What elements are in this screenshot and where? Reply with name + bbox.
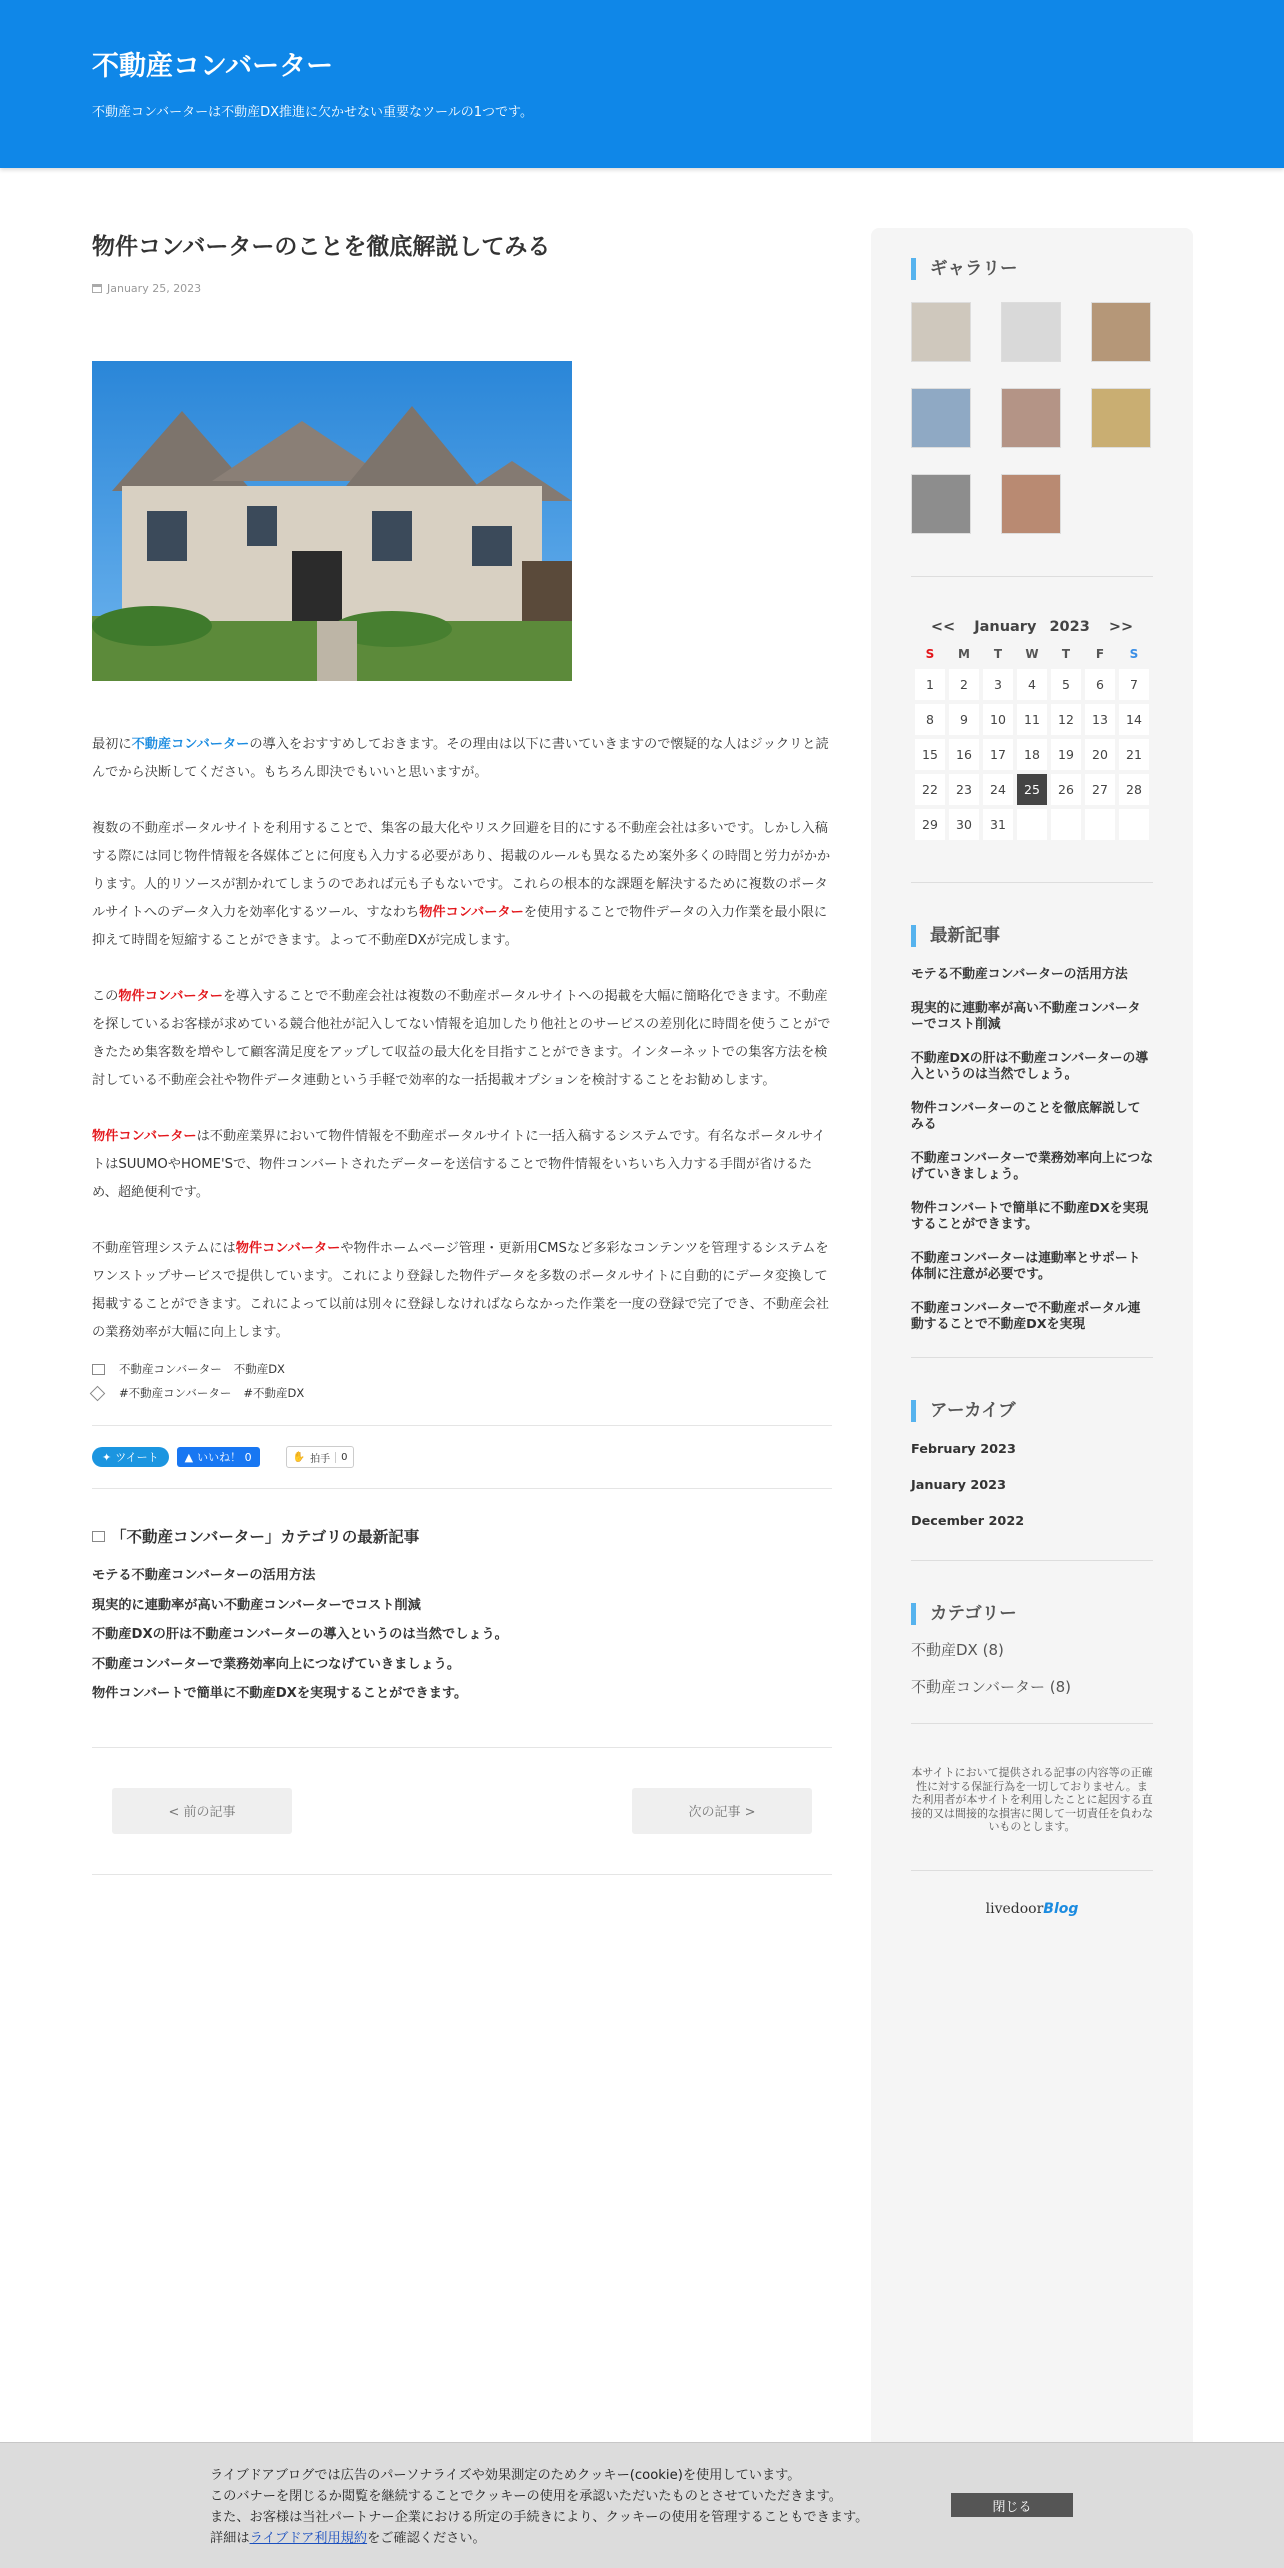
calendar-day[interactable]: 16	[949, 739, 979, 770]
calendar-day[interactable]: 29	[915, 809, 945, 840]
cookie-line-4	[210, 2528, 868, 2549]
category-link[interactable]: 不動産コンバーター	[119, 1362, 222, 1376]
calendar-weekday: T	[993, 647, 1003, 661]
calendar-day[interactable]: 27	[1085, 774, 1115, 805]
share-buttons	[92, 1426, 832, 1488]
cookie-line: ライブドアブログでは広告のパーソナライズや効果測定のためクッキー(cookie)を使用しています。	[210, 2468, 801, 2483]
livedoor-blog-logo[interactable]	[911, 1901, 1153, 1917]
calendar-day[interactable]: 22	[915, 774, 945, 805]
calendar-weekday: T	[1061, 647, 1071, 661]
calendar-day[interactable]: 4	[1017, 669, 1047, 700]
calendar-month: January 2023	[974, 619, 1090, 635]
archive-title: アーカイブ	[911, 1400, 1153, 1422]
next-article-button[interactable]: 次の記事 >	[632, 1788, 812, 1834]
calendar-weekday: F	[1095, 647, 1105, 661]
calendar-weekday: M	[958, 647, 970, 661]
like-label: いいね！ 0	[197, 1451, 252, 1464]
recent-post-link[interactable]: 不動産DXの肝は不動産コンバーターの導入というのは当然でしょう。	[911, 1051, 1149, 1082]
tag-link[interactable]: #不動産コンバーター	[119, 1386, 232, 1400]
calendar-day[interactable]: 15	[915, 739, 945, 770]
gallery-title: ギャラリー	[911, 258, 1153, 280]
calendar-nav	[911, 619, 1153, 635]
article-date-text: January 25, 2023	[107, 282, 202, 295]
calendar-day[interactable]: 14	[1119, 704, 1149, 735]
related-article-link[interactable]: 不動産DXの肝は不動産コンバーターの導入というのは当然でしょう。	[92, 1627, 508, 1642]
calendar-empty-cell	[1051, 809, 1081, 840]
paragraph-1-text-pre: 最初に	[92, 737, 132, 752]
calendar-empty-cell	[1085, 809, 1115, 840]
article-paragraph-1	[92, 731, 832, 787]
calendar-prev-link[interactable]: <<	[930, 619, 956, 635]
category-link[interactable]: 不動産DX	[233, 1362, 285, 1376]
calendar-day[interactable]: 19	[1051, 739, 1081, 770]
calendar-day[interactable]: 10	[983, 704, 1013, 735]
gallery-thumbnail[interactable]	[1001, 388, 1061, 448]
recent-posts-list	[911, 967, 1153, 1333]
recent-post-link[interactable]: 物件コンバートで簡単に不動産DXを実現することができます。	[911, 1201, 1149, 1232]
calendar-day[interactable]: 3	[983, 669, 1013, 700]
calendar-day[interactable]: 12	[1051, 704, 1081, 735]
article-pager	[92, 1748, 832, 1874]
gallery-thumbnail[interactable]	[1091, 302, 1151, 362]
related-articles-list	[92, 1561, 832, 1709]
article-paragraph-4	[92, 1123, 832, 1207]
article-tags	[92, 1381, 832, 1405]
archive-link[interactable]: February 2023	[911, 1442, 1016, 1457]
calendar-day[interactable]: 20	[1085, 739, 1115, 770]
calendar-day[interactable]: 26	[1051, 774, 1081, 805]
gallery-thumbnail[interactable]	[911, 302, 971, 362]
gallery-thumbnail[interactable]	[1001, 302, 1061, 362]
archive-list	[911, 1442, 1153, 1550]
cookie-line-4-post: をご確認ください。	[367, 2531, 486, 2546]
paragraph-1-text-post: の導入をおすすめしておきます。その理由は以下に書いていきますので懐疑的な人はジックリと読んでから決断してください。もちろん即決でもいいと思いますが。	[92, 737, 829, 780]
recent-post-link[interactable]: モテる不動産コンバーターの活用方法	[911, 967, 1128, 982]
category-item-link[interactable]: 不動産DX (8)	[911, 1641, 1004, 1659]
gallery-thumbnail[interactable]	[911, 388, 971, 448]
site-header	[0, 0, 1284, 168]
calendar-weekday: S	[1129, 647, 1139, 661]
gallery-thumbnail[interactable]	[1001, 474, 1061, 534]
paragraph-4-text-post: は不動産業界において物件情報を不動産ポータルサイトに一括入稿するシステムです。有名なポータルサイトはSUUMOやHOME'Sで、物件コンバートされたデーターを送信することで物件情報をいちいち入力する手間が省けるため、超絶便利です。	[92, 1129, 826, 1200]
calendar-weekday: W	[1025, 647, 1039, 661]
main-content	[92, 228, 832, 1875]
paragraph-2-text-pre: 複数の不動産ポータルサイトを利用することで、集客の最大化やリスク回避を目的にする不動産会社は多いです。しかし入稿する際には同じ物件情報を各媒体ごとに何度も入力する必要があり、掲載のルールも異なるため案外多くの時間と労力がかかります。人的リソースが割かれてしまうのであれば元も子もないです。これらの根本的な課題を解決するために複数のポータルサイトへのデータ入力を効率化するツール、すなわち	[92, 821, 831, 920]
calendar-day[interactable]: 9	[949, 704, 979, 735]
divider	[92, 1874, 832, 1875]
archive-link[interactable]: December 2022	[911, 1514, 1025, 1529]
cookie-notice-text	[210, 2465, 868, 2549]
category-title: カテゴリー	[911, 1603, 1153, 1625]
calendar-day[interactable]: 1	[915, 669, 945, 700]
recent-post-link[interactable]: 不動産コンバーターは連動率とサポート体制に注意が必要です。	[911, 1251, 1141, 1282]
calendar-day[interactable]: 11	[1017, 704, 1047, 735]
calendar-weekday: S	[925, 647, 935, 661]
article-body	[92, 731, 832, 1347]
calendar-day[interactable]: 21	[1119, 739, 1149, 770]
related-heading-text: 「不動産コンバーター」カテゴリの最新記事	[111, 1528, 420, 1546]
tag-link[interactable]: #不動産DX	[243, 1386, 305, 1400]
calendar-next-link[interactable]: >>	[1108, 619, 1134, 635]
sidebar-separator	[911, 1870, 1153, 1871]
tweet-button[interactable]	[92, 1447, 169, 1467]
recent-post-link[interactable]: 物件コンバーターのことを徹底解説してみる	[911, 1101, 1141, 1132]
keyword-highlight-5: 物件コンバーター	[235, 1241, 341, 1256]
keyword-highlight-3: 物件コンバーター	[118, 989, 223, 1004]
calendar-day[interactable]: 5	[1051, 669, 1081, 700]
archive-link[interactable]: January 2023	[911, 1478, 1006, 1493]
keyword-highlight-4: 物件コンバーター	[92, 1129, 197, 1144]
site-title-link[interactable]: 不動産コンバーター	[92, 51, 334, 82]
calendar-day[interactable]: 2	[949, 669, 979, 700]
calendar-day[interactable]: 30	[949, 809, 979, 840]
twitter-bird-icon: ✦	[102, 1450, 112, 1464]
calendar-day[interactable]: 17	[983, 739, 1013, 770]
sidebar-separator	[911, 1723, 1153, 1724]
calendar-day[interactable]: 28	[1119, 774, 1149, 805]
sidebar-separator	[911, 882, 1153, 883]
blog-logo-text: Blog	[1043, 1900, 1079, 1917]
cookie-line: このバナーを閉じるか閲覧を継続することでクッキーの使用を承認いただいたものとさせていただきます。	[210, 2489, 842, 2504]
calendar-grid	[911, 643, 1153, 840]
article-paragraph-2	[92, 815, 832, 955]
clap-count: 0	[335, 1452, 347, 1463]
folder-icon	[92, 1364, 105, 1375]
article-house-image	[92, 361, 572, 681]
disclaimer-text: 本サイトにおいて提供される記事の内容等の正確性に対する保証行為を一切しておりません。また利用者が本サイトを利用したことに起因する直接的又は間接的な損害に関して一切責任を負わないものとします。	[911, 1766, 1153, 1833]
calendar-day[interactable]: 18	[1017, 739, 1047, 770]
recent-post-link[interactable]: 不動産コンバーターで業務効率向上につなげていきましょう。	[911, 1151, 1153, 1182]
gallery-thumbnail[interactable]	[911, 474, 971, 534]
calendar-empty-cell	[1119, 809, 1149, 840]
recent-post-link[interactable]: 不動産コンバーターで不動産ポータル連動することで不動産DXを実現	[911, 1301, 1141, 1332]
clap-button[interactable]	[286, 1446, 355, 1468]
paragraph-5-text-post: や物件ホームページ管理・更新用CMSなど多彩なコンテンツを管理するシステムをワンストップサービスで提供しています。これにより登録した物件データを多数のポータルサイトに自動的にデータ変換して掲載することができます。これによって以前は別々に登録しなければならなかった作業を一度の登録で完了でき、不動産会社の業務効率が大幅に向上します。	[92, 1241, 829, 1340]
calendar-day[interactable]: 31	[983, 809, 1013, 840]
divider	[92, 1488, 832, 1489]
related-articles-heading	[92, 1525, 832, 1547]
article-paragraph-3	[92, 983, 832, 1095]
paragraph-3-text-pre: この	[92, 989, 119, 1004]
calendar-empty-cell	[1017, 809, 1047, 840]
gallery-thumbnail[interactable]	[1091, 388, 1151, 448]
facebook-like-button[interactable]	[177, 1447, 260, 1467]
folder-icon	[92, 1531, 105, 1542]
keyword-highlight-2: 物件コンバーター	[419, 905, 524, 920]
sidebar	[871, 228, 1193, 2478]
paragraph-5-text-pre: 不動産管理システムには	[92, 1241, 236, 1256]
site-description: 不動産コンバーターは不動産DX推進に欠かせない重要なツールの1つです。	[92, 105, 533, 120]
article-paragraph-5	[92, 1235, 832, 1347]
calendar-day[interactable]: 23	[949, 774, 979, 805]
recent-post-link[interactable]: 現実的に連動率が高い不動産コンバーターでコスト削減	[911, 1001, 1141, 1032]
calendar-day[interactable]: 25	[1017, 774, 1047, 805]
article-categories	[92, 1357, 832, 1381]
related-article-link[interactable]: 物件コンバートで簡単に不動産DXを実現することができます。	[92, 1686, 468, 1701]
calendar-day[interactable]: 24	[983, 774, 1013, 805]
clap-label: 拍手	[310, 1453, 331, 1465]
tweet-label: ツイート	[115, 1451, 159, 1464]
related-article-link[interactable]: 現実的に連動率が高い不動産コンバーターでコスト削減	[92, 1597, 421, 1613]
terms-of-use-link[interactable]: ライブドア利用規約	[249, 2531, 368, 2546]
gallery-grid	[911, 302, 1153, 534]
calendar-day[interactable]: 8	[915, 704, 945, 735]
previous-article-button[interactable]: < 前の記事	[112, 1788, 292, 1834]
paragraph-3-text-post: を導入することで不動産会社は複数の不動産ポータルサイトへの掲載を大幅に簡略化できます。不動産を探しているお客様が求めている競合他社が記入してない情報を追加したり他社とのサービスの差別化に時間を使うことができたため集客数を増やして顧客満足度をアップして収益の最大化を目指すことができます。インターネットでの集客方法を検討している不動産会社や物件データ連動という手軽で効率的な一括掲載オプションを検討することをお勧めします。	[92, 989, 831, 1088]
calendar-day[interactable]: 6	[1085, 669, 1115, 700]
cookie-line-4-pre: 詳細は	[210, 2531, 250, 2546]
tag-icon	[90, 1385, 106, 1401]
related-article-link[interactable]: モテる不動産コンバーターの活用方法	[92, 1568, 316, 1583]
article-date	[92, 282, 832, 295]
calendar-day[interactable]: 7	[1119, 669, 1149, 700]
sidebar-separator	[911, 1357, 1153, 1358]
paragraph-2-text-post: を使用することで物件データの入力作業を最小限に抑えて時間を短縮することができます。よって不動産DXが完成します。	[92, 905, 828, 948]
recent-posts-title: 最新記事	[911, 925, 1153, 947]
article-title: 物件コンバーターのことを徹底解説してみる	[92, 234, 551, 260]
sidebar-separator	[911, 1560, 1153, 1561]
thumbs-up-icon: ▲	[184, 1450, 194, 1464]
keyword-link-1[interactable]: 不動産コンバーター	[131, 737, 250, 752]
category-item-link[interactable]: 不動産コンバーター (8)	[911, 1678, 1071, 1696]
livedoor-logo-text: livedoor	[985, 1900, 1044, 1917]
clap-hands-icon: ✋	[292, 1451, 306, 1463]
related-article-link[interactable]: 不動産コンバーターで業務効率向上につなげていきましょう。	[92, 1656, 461, 1672]
sidebar-separator	[911, 576, 1153, 577]
cookie-close-button[interactable]: 閉じる	[951, 2493, 1073, 2517]
cookie-line: また、お客様は当社パートナー企業における所定の手続きにより、クッキーの使用を管理することもできます。	[210, 2510, 869, 2525]
calendar-day[interactable]: 13	[1085, 704, 1115, 735]
cookie-banner	[0, 2442, 1284, 2568]
calendar-icon	[92, 284, 102, 293]
category-list	[911, 1639, 1153, 1713]
